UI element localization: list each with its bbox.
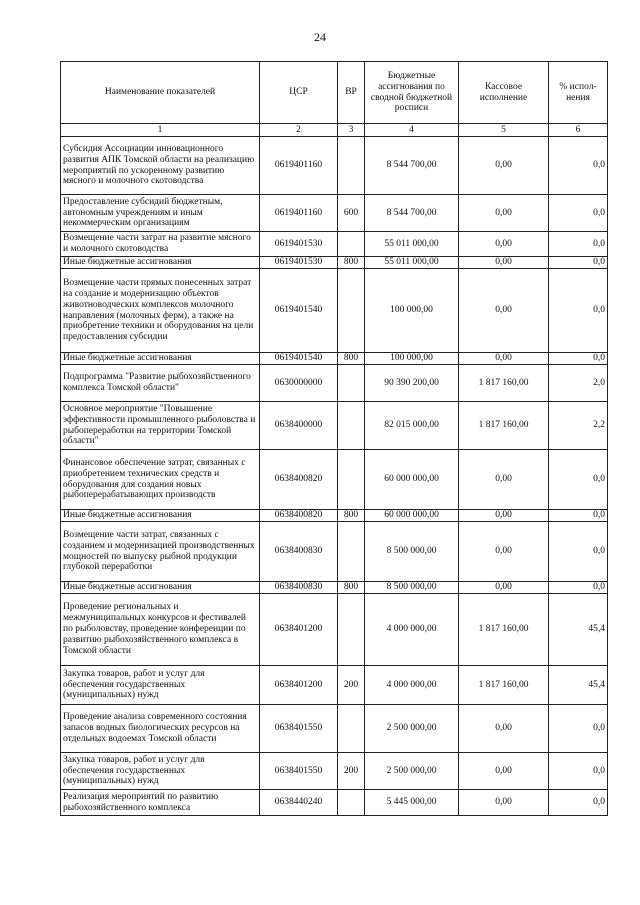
table-row xyxy=(61,522,608,582)
table-row xyxy=(61,137,608,195)
row-pct: 45,4 xyxy=(549,594,608,666)
row-csr: 0638401550 xyxy=(260,753,338,790)
row-vr xyxy=(338,450,365,510)
row-budget: 8 500 000,00 xyxy=(365,582,459,594)
row-cash: 0,00 xyxy=(459,790,549,816)
row-cash: 0,00 xyxy=(459,450,549,510)
row-budget: 8 500 000,00 xyxy=(365,522,459,582)
row-budget: 82 015 000,00 xyxy=(365,402,459,450)
row-pct: 0,0 xyxy=(549,353,608,365)
row-budget: 60 000 000,00 xyxy=(365,450,459,510)
row-budget: 2 500 000,00 xyxy=(365,753,459,790)
row-pct: 0,0 xyxy=(549,232,608,257)
col-number: 2 xyxy=(260,124,338,137)
row-name: Закупка товаров, работ и услуг для обеспечения государственных (муниципальных) нужд xyxy=(61,666,260,705)
row-pct: 0,0 xyxy=(549,582,608,594)
row-csr: 0619401160 xyxy=(260,137,338,195)
row-name: Предоставление субсидий бюджетным, автономным учреждениям и иным некоммерческим организациям xyxy=(61,195,260,232)
row-csr: 0638401200 xyxy=(260,666,338,705)
row-cash: 0,00 xyxy=(459,195,549,232)
table-row xyxy=(61,666,608,705)
row-cash: 0,00 xyxy=(459,353,549,365)
row-name: Субсидия Ассоциации инновационного развития АПК Томской области на реализацию мероприятий по ускоренному развитию мясного и молочного скотоводства xyxy=(61,137,260,195)
row-cash: 0,00 xyxy=(459,232,549,257)
table-row xyxy=(61,365,608,402)
row-budget: 55 011 000,00 xyxy=(365,232,459,257)
col-number: 6 xyxy=(549,124,608,137)
col-header-csr: ЦСР xyxy=(260,62,338,124)
row-name: Подпрограмма "Развитие рыбохозяйственного комплекса Томской области" xyxy=(61,365,260,402)
row-pct: 0,0 xyxy=(549,522,608,582)
row-name: Финансовое обеспечение затрат, связанных с приобретением технических средств и оборудования для создания новых рыбоперерабатывающих производств xyxy=(61,450,260,510)
row-name: Проведение региональных и межмуниципальных конкурсов и фестивалей по рыболовству, проведение конференции по развитию рыбохозяйственного комплекса в Томской области xyxy=(61,594,260,666)
row-pct: 0,0 xyxy=(549,257,608,269)
row-pct: 0,0 xyxy=(549,510,608,522)
row-pct: 0,0 xyxy=(549,790,608,816)
row-csr: 0619401540 xyxy=(260,353,338,365)
row-cash: 1 817 160,00 xyxy=(459,666,549,705)
row-csr: 0630000000 xyxy=(260,365,338,402)
row-vr xyxy=(338,705,365,753)
row-vr: 200 xyxy=(338,666,365,705)
row-vr: 800 xyxy=(338,582,365,594)
row-budget: 4 000 000,00 xyxy=(365,594,459,666)
row-csr: 0638401200 xyxy=(260,594,338,666)
row-vr xyxy=(338,269,365,353)
row-vr: 600 xyxy=(338,195,365,232)
row-name: Проведение анализа современного состояния запасов водных биологических ресурсов на отдельных водоемах Томской области xyxy=(61,705,260,753)
row-budget: 8 544 700,00 xyxy=(365,137,459,195)
row-name: Возмещение части затрат, связанных с созданием и модернизацией производственных мощностей по выпуску рыбной продукции глубокой переработки xyxy=(61,522,260,582)
row-cash: 0,00 xyxy=(459,269,549,353)
row-csr: 0638400820 xyxy=(260,450,338,510)
row-vr xyxy=(338,522,365,582)
table-row xyxy=(61,510,608,522)
row-pct: 0,0 xyxy=(549,195,608,232)
row-cash: 0,00 xyxy=(459,137,549,195)
row-budget: 60 000 000,00 xyxy=(365,510,459,522)
row-vr xyxy=(338,594,365,666)
row-budget: 100 000,00 xyxy=(365,269,459,353)
row-name: Возмещение части прямых понесенных затрат на создание и модернизацию объектов животноводческих комплексов молочного направления (молочных ферм), а также на приобретение техники и оборудования на цели предоставления субсидии xyxy=(61,269,260,353)
column-number-row xyxy=(61,124,608,137)
table-row xyxy=(61,582,608,594)
row-csr: 0619401530 xyxy=(260,257,338,269)
row-name: Иные бюджетные ассигнования xyxy=(61,582,260,594)
table-row xyxy=(61,705,608,753)
col-number: 3 xyxy=(338,124,365,137)
row-csr: 0619401160 xyxy=(260,195,338,232)
table-row xyxy=(61,594,608,666)
table-row xyxy=(61,257,608,269)
row-name: Иные бюджетные ассигнования xyxy=(61,257,260,269)
row-vr xyxy=(338,365,365,402)
row-vr: 200 xyxy=(338,753,365,790)
row-vr: 800 xyxy=(338,257,365,269)
col-number: 4 xyxy=(365,124,459,137)
row-cash: 1 817 160,00 xyxy=(459,402,549,450)
col-number: 1 xyxy=(61,124,260,137)
row-csr: 0638400820 xyxy=(260,510,338,522)
row-cash: 0,00 xyxy=(459,582,549,594)
row-cash: 1 817 160,00 xyxy=(459,365,549,402)
row-pct: 2,2 xyxy=(549,402,608,450)
row-budget: 90 390 200,00 xyxy=(365,365,459,402)
row-vr: 800 xyxy=(338,510,365,522)
row-csr: 0619401530 xyxy=(260,232,338,257)
table-row xyxy=(61,790,608,816)
row-budget: 8 544 700,00 xyxy=(365,195,459,232)
row-csr: 0638400000 xyxy=(260,402,338,450)
table-row xyxy=(61,195,608,232)
table-row xyxy=(61,402,608,450)
row-budget: 5 445 000,00 xyxy=(365,790,459,816)
col-header-pct: % испол-нения xyxy=(549,62,608,124)
row-csr: 0638400830 xyxy=(260,582,338,594)
row-cash: 0,00 xyxy=(459,705,549,753)
row-name: Реализация мероприятий по развитию рыбохозяйственного комплекса xyxy=(61,790,260,816)
row-name: Закупка товаров, работ и услуг для обеспечения государственных (муниципальных) нужд xyxy=(61,753,260,790)
table-row xyxy=(61,232,608,257)
row-csr: 0638440240 xyxy=(260,790,338,816)
row-pct: 45,4 xyxy=(549,666,608,705)
row-pct: 0,0 xyxy=(549,137,608,195)
row-cash: 0,00 xyxy=(459,257,549,269)
row-pct: 0,0 xyxy=(549,269,608,353)
row-cash: 0,00 xyxy=(459,522,549,582)
row-pct: 0,0 xyxy=(549,753,608,790)
row-cash: 0,00 xyxy=(459,753,549,790)
budget-execution-table xyxy=(60,61,608,816)
row-name: Иные бюджетные ассигнования xyxy=(61,353,260,365)
col-number: 5 xyxy=(459,124,549,137)
header-row xyxy=(61,62,608,124)
row-budget: 2 500 000,00 xyxy=(365,705,459,753)
row-name: Иные бюджетные ассигнования xyxy=(61,510,260,522)
row-vr xyxy=(338,137,365,195)
col-header-budget: Бюджетные ассигнования по сводной бюджетной росписи xyxy=(365,62,459,124)
row-vr xyxy=(338,402,365,450)
table-row xyxy=(61,450,608,510)
row-cash: 1 817 160,00 xyxy=(459,594,549,666)
row-pct: 0,0 xyxy=(549,450,608,510)
row-csr: 0638400830 xyxy=(260,522,338,582)
table-row xyxy=(61,753,608,790)
row-pct: 0,0 xyxy=(549,705,608,753)
row-csr: 0619401540 xyxy=(260,269,338,353)
row-budget: 55 011 000,00 xyxy=(365,257,459,269)
row-vr xyxy=(338,790,365,816)
row-pct: 2,0 xyxy=(549,365,608,402)
col-header-name: Наименование показателей xyxy=(61,62,260,124)
row-name: Основное мероприятие "Повышение эффективности промышленного рыболовства и рыбопереработки на территории Томской области" xyxy=(61,402,260,450)
row-budget: 4 000 000,00 xyxy=(365,666,459,705)
row-budget: 100 000,00 xyxy=(365,353,459,365)
row-vr xyxy=(338,232,365,257)
page-number: 24 xyxy=(314,30,326,44)
table-row xyxy=(61,269,608,353)
row-vr: 800 xyxy=(338,353,365,365)
row-name: Возмещение части затрат на развитие мясного и молочного скотоводства xyxy=(61,232,260,257)
table-row xyxy=(61,353,608,365)
col-header-vr: ВР xyxy=(338,62,365,124)
row-cash: 0,00 xyxy=(459,510,549,522)
row-csr: 0638401550 xyxy=(260,705,338,753)
col-header-cash: Кассовое исполнение xyxy=(459,62,549,124)
